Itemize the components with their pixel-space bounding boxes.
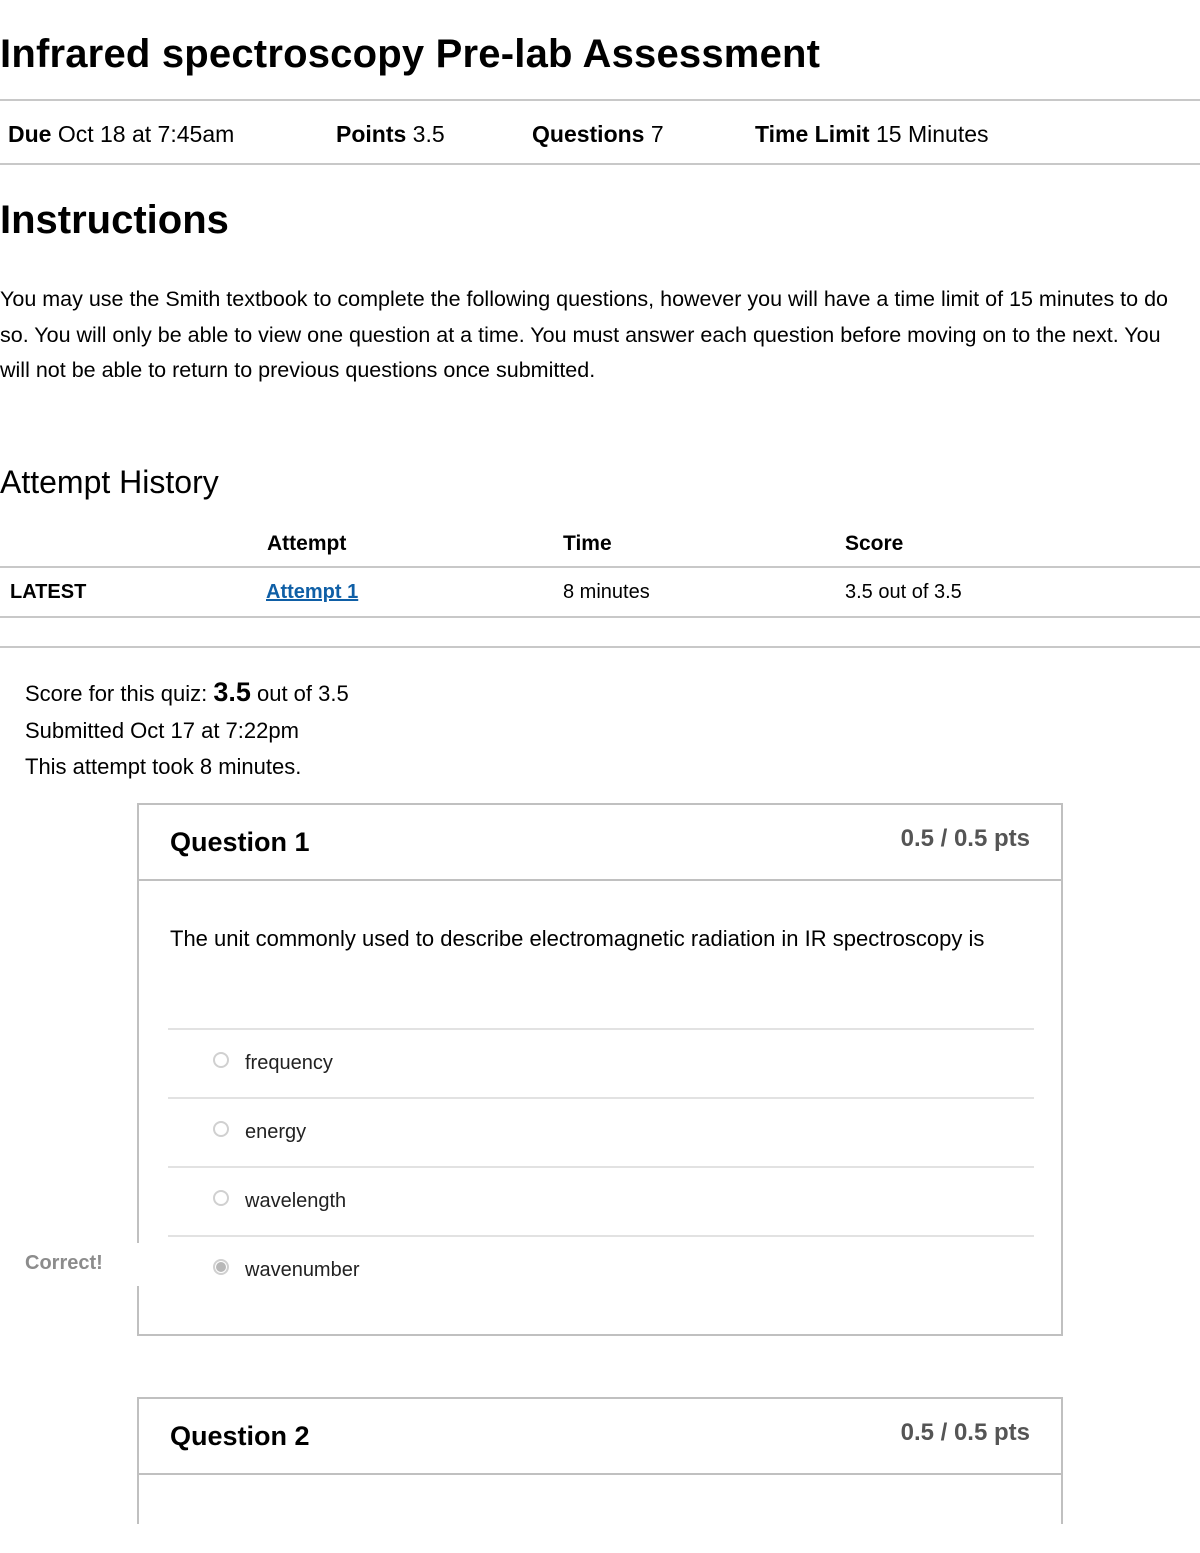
submitted-time: Submitted Oct 17 at 7:22pm	[25, 718, 299, 743]
due-date	[8, 121, 234, 148]
question-1-text: The unit commonly used to describe electromagnetic radiation in IR spectroscopy is	[170, 926, 985, 951]
attempt-time: 8 minutes	[563, 581, 650, 603]
points-label: Points	[336, 121, 407, 147]
column-header-time: Time	[563, 532, 612, 555]
latest-tag: LATEST	[10, 581, 87, 603]
question-1-header	[139, 805, 1061, 881]
question-2-points: 0.5 / 0.5 pts	[900, 1419, 1030, 1446]
question-1-card	[137, 803, 1063, 1336]
answer-label: wavelength	[245, 1190, 347, 1212]
answer-label: frequency	[245, 1052, 333, 1074]
radio-icon[interactable]	[213, 1190, 229, 1206]
column-header-score: Score	[845, 532, 904, 555]
due-label: Due	[8, 121, 52, 147]
score-value: 3.5	[213, 677, 251, 707]
radio-icon[interactable]	[213, 1052, 229, 1068]
attempt-1-link[interactable]: Attempt 1	[266, 581, 359, 603]
answer-energy[interactable]	[168, 1097, 1034, 1166]
answer-label: energy	[245, 1121, 307, 1143]
question-2-title: Question 2	[170, 1421, 310, 1451]
due-value: Oct 18 at 7:45am	[57, 121, 235, 147]
attempt-history-header	[0, 528, 1200, 568]
answer-wavelength[interactable]	[168, 1166, 1034, 1235]
instructions-heading: Instructions	[0, 198, 229, 242]
attempt-score: 3.5 out of 3.5	[845, 581, 962, 603]
question-1-title: Question 1	[170, 827, 310, 857]
points-value: 3.5	[412, 121, 445, 147]
answer-wavenumber[interactable]	[168, 1235, 1034, 1304]
section-divider	[0, 646, 1200, 648]
column-header-attempt: Attempt	[267, 532, 347, 555]
correct-label: Correct!	[25, 1252, 103, 1274]
points	[336, 121, 445, 148]
score-suffix: out of 3.5	[250, 681, 349, 706]
correct-answer-flag	[0, 1243, 139, 1286]
table-row	[0, 568, 1200, 618]
time-limit	[755, 121, 989, 148]
time-limit-label: Time Limit	[755, 121, 870, 147]
question-2-header	[139, 1399, 1061, 1475]
question-1-body	[139, 881, 1061, 1334]
answer-frequency[interactable]	[168, 1028, 1034, 1097]
quiz-score	[25, 677, 349, 708]
time-limit-value: 15 Minutes	[876, 121, 989, 147]
radio-selected-icon[interactable]	[213, 1259, 229, 1275]
attempt-duration: This attempt took 8 minutes.	[25, 754, 302, 779]
radio-icon[interactable]	[213, 1121, 229, 1137]
questions-value: 7	[650, 121, 664, 147]
question-count	[532, 121, 664, 148]
page-title: Infrared spectroscopy Pre-lab Assessment	[0, 32, 821, 76]
question-1-points: 0.5 / 0.5 pts	[900, 825, 1030, 852]
attempt-history-heading: Attempt History	[0, 464, 219, 500]
instructions-text: You may use the Smith textbook to complete the following questions, however you will have a time limit of 15 minutes to do so. You will only be able to view one question at a time. You must answer each question before moving on to the next. You will not be able to return to previous questions once submitted.	[0, 287, 1168, 382]
score-prefix: Score for this quiz:	[25, 681, 214, 706]
quiz-meta-bar	[0, 99, 1200, 165]
question-2-card	[137, 1397, 1063, 1524]
questions-label: Questions	[532, 121, 645, 147]
answer-label: wavenumber	[245, 1259, 360, 1281]
